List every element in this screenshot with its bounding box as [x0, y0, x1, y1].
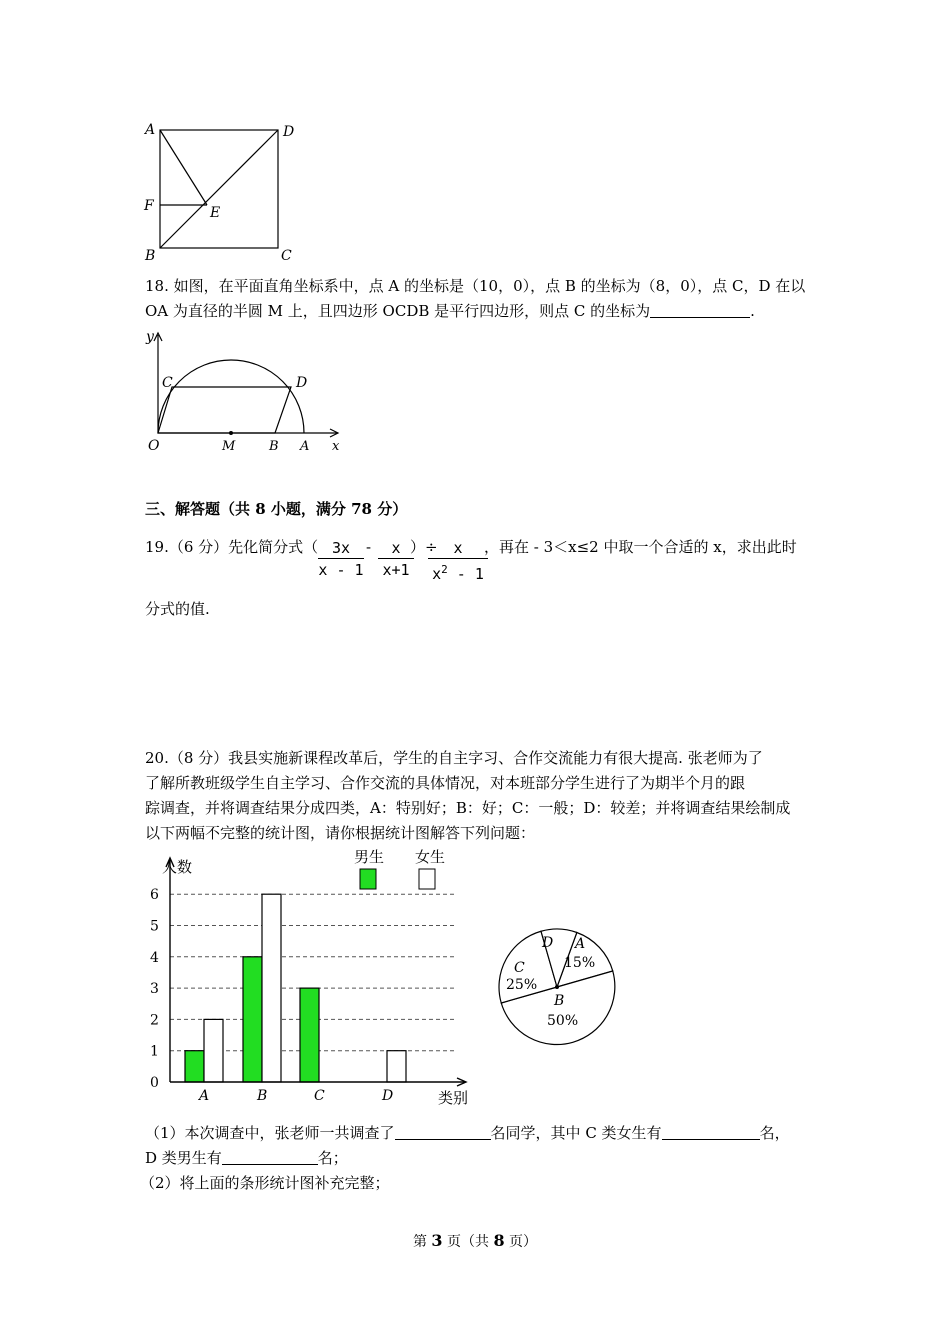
label-a: A: [145, 122, 156, 138]
q19-line2: 分式的值.: [145, 600, 210, 618]
q18-line2: [145, 300, 755, 322]
label-d: D: [283, 124, 295, 140]
pie-label-d: D: [542, 935, 554, 951]
category-label-a: A: [199, 1088, 210, 1104]
q20-line-1: 20.（8 分）我县实施新课程改革后，学生的自主字习、合作交流能力有很大提高. 张老师为了: [145, 749, 763, 767]
label-f: F: [144, 198, 154, 214]
label-c: C: [281, 248, 292, 264]
q20-sub1-e: 名；: [317, 1149, 348, 1167]
q19-frac3-den-exp: 2: [441, 563, 448, 576]
q18-answer-blank[interactable]: [650, 301, 750, 318]
d-boys-blank[interactable]: [222, 1148, 318, 1165]
label-x: x: [332, 439, 340, 454]
category-label-b: B: [257, 1088, 268, 1104]
footer-total-pages: 8: [493, 1231, 505, 1250]
bar-chart: [140, 845, 485, 1110]
label-y: y: [146, 329, 154, 345]
semicircle-arc: [158, 360, 304, 433]
q20-sub1-d: D 类男生有: [145, 1149, 222, 1167]
q19-frac3-den: [428, 559, 488, 585]
bar-chart-xlabel: 类别: [438, 1089, 469, 1107]
y-tick-label: 5: [150, 918, 159, 935]
category-label-d: D: [382, 1088, 394, 1104]
label-a-18: A: [300, 439, 310, 454]
q20-line-3: 踪调查，并将调查结果分成四类，A：特别好；B：好；C：一般；D：较差；并将调查结果绘制成: [145, 799, 791, 817]
page-footer: [0, 1230, 950, 1253]
q20-sub1-line1: [145, 1122, 790, 1144]
label-m: M: [222, 439, 236, 454]
pie-label-a: A: [575, 936, 586, 952]
footer-pre: 第: [412, 1234, 432, 1250]
bar-chart-ylabel: 人数: [162, 858, 193, 876]
segment-ae: [160, 130, 207, 205]
pie-label-c: C: [514, 960, 525, 976]
q19-fraction-3: [428, 538, 488, 585]
pie-chart: [492, 925, 622, 1055]
footer-post: 页）: [504, 1234, 538, 1250]
diagonal-bd: [160, 130, 278, 248]
y-tick-label: 3: [150, 981, 159, 998]
legend-boys-label: 男生: [354, 848, 385, 866]
bar-a-girls: [204, 1019, 223, 1082]
q19-frac1-num: 3x: [318, 538, 364, 559]
q18-line2-end: .: [750, 302, 755, 320]
label-c-18: C: [162, 375, 173, 391]
label-b-18: B: [269, 439, 279, 454]
q20-paragraph: [145, 746, 815, 846]
legend-boys-swatch: [360, 869, 376, 889]
y-tick-label: 2: [150, 1012, 159, 1029]
q20-sub1-a: （1）本次调查中，张老师一共调查了: [145, 1124, 395, 1142]
bar-d-girls: [387, 1051, 406, 1082]
center-m: [229, 431, 233, 435]
bar-a-boys: [185, 1051, 204, 1082]
parallelogram-ocdb: [158, 387, 291, 433]
q19-fraction-1: [318, 538, 364, 581]
label-d-18: D: [296, 375, 308, 391]
q18-line2-text: OA 为直径的半圆 M 上，且四边形 OCDB 是平行四边形，则点 C 的坐标为: [145, 302, 651, 320]
bar-c-boys: [300, 988, 319, 1082]
y-tick-label: 1: [150, 1043, 159, 1060]
footer-mid: 页（共: [442, 1234, 494, 1250]
label-o: O: [148, 438, 160, 454]
total-students-blank[interactable]: [395, 1123, 491, 1140]
y-tick-label: 0: [150, 1075, 159, 1091]
section-heading: 三、解答题（共 8 小题，满分 78 分）: [145, 500, 408, 518]
q19-frac3-num: x: [428, 538, 488, 559]
c-girls-blank[interactable]: [662, 1123, 760, 1140]
q20-sub2: （2）将上面的条形统计图补充完整；: [140, 1174, 390, 1192]
q19-frac3-den-rest: - 1: [456, 565, 484, 583]
pie-center-dot: [555, 985, 559, 989]
label-e: E: [210, 205, 221, 221]
q19-fraction-2: [378, 538, 414, 581]
semicircle-figure: [140, 325, 360, 460]
q19-suffix: ，再在 - 3＜x≤2 中取一个合适的 x，求出此时: [484, 538, 797, 556]
category-label-c: C: [314, 1088, 325, 1104]
bar-b-girls: [262, 894, 281, 1082]
q19-minus: -: [366, 538, 372, 556]
q20-sub1-b: 名同学，其中 C 类女生有: [490, 1124, 662, 1142]
pie-percent-b: 50%: [547, 1013, 579, 1029]
square-figure: [140, 118, 310, 268]
legend-girls-label: 女生: [415, 848, 446, 866]
q19-frac2-num: x: [378, 538, 414, 559]
q20-sub1-line2: [145, 1147, 348, 1169]
bar-chart-categories: [197, 1088, 393, 1104]
q19-frac1-den: x - 1: [318, 561, 364, 579]
pie-percent-a: 15%: [564, 955, 596, 971]
footer-page-number: 3: [431, 1231, 443, 1250]
pie-label-b: B: [554, 993, 565, 1009]
q19-div: ）÷: [410, 538, 438, 556]
bar-chart-ticks: [150, 887, 159, 1091]
legend-girls-swatch: [419, 869, 435, 889]
q19-prefix: 19.（6 分）先化简分式（: [145, 538, 319, 556]
bar-b-boys: [243, 957, 262, 1082]
bar-chart-bars: [185, 894, 406, 1082]
pie-percent-c: 25%: [506, 977, 538, 993]
q20-sub1-c: 名，: [759, 1124, 790, 1142]
y-tick-label: 6: [150, 887, 159, 904]
y-tick-label: 4: [150, 949, 159, 966]
q19-frac2-den: x+1: [382, 561, 410, 579]
q20-line-2: 了解所教班级学生自主学习、合作交流的具体情况，对本班部分学生进行了为期半个月的跟: [145, 774, 746, 792]
q20-line-4: 以下两幅不完整的统计图，请你根据统计图解答下列问题：: [145, 824, 536, 842]
q18-line1: 18. 如图，在平面直角坐标系中，点 A 的坐标是（10，0），点 B 的坐标为（8，0），点 C，D 在以: [145, 277, 806, 295]
q19-frac3-den-base: x: [432, 565, 442, 583]
label-b: B: [145, 248, 156, 264]
